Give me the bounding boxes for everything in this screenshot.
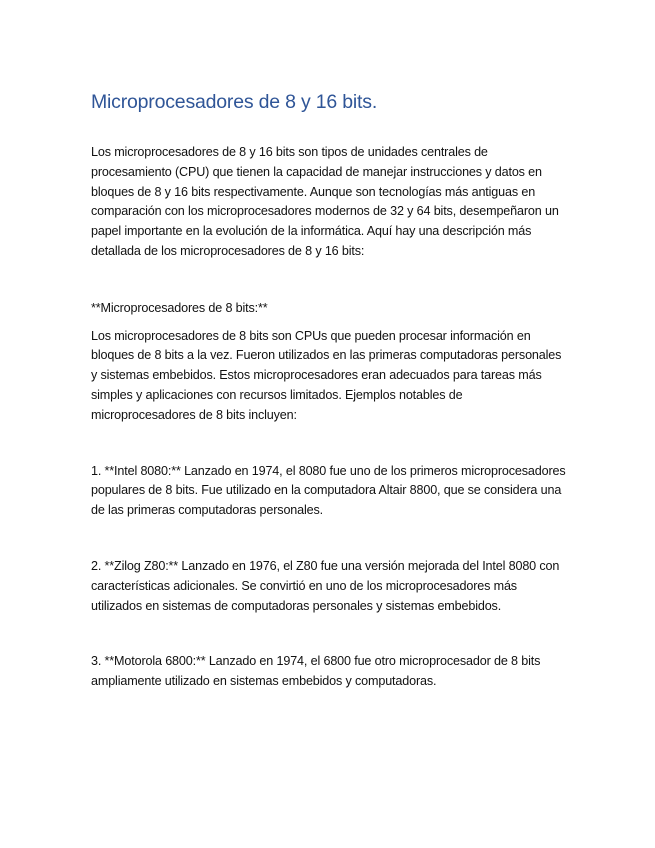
document-content: [91, 88, 566, 692]
section-heading: **Microprocesadores de 8 bits:**: [91, 300, 268, 315]
list-item-intel-8080: 1. **Intel 8080:** Lanzado en 1974, el 8080 fue uno de los primeros microprocesadores populares de 8 bits. Fue utilizado en la computadora Altair 8800, que se considera una de las primeras computadoras personales.: [91, 463, 566, 518]
list-item-zilog-z80: 2. **Zilog Z80:** Lanzado en 1976, el Z80 fue una versión mejorada del Intel 8080 con características adicionales. Se convirtió en uno de los microprocesadores más utilizados en sistemas de computadoras personales y sistemas embebidos.: [91, 558, 560, 613]
list-item-motorola-6800: 3. **Motorola 6800:** Lanzado en 1974, el 6800 fue otro microprocesador de 8 bits ampliamente utilizado en sistemas embebidos y computadoras.: [91, 654, 541, 689]
spacer: [91, 319, 566, 327]
document-title: Microprocesadores de 8 y 16 bits.: [91, 91, 378, 113]
spacer: [91, 616, 566, 652]
section-body-paragraph: Los microprocesadores de 8 bits son CPUs que pueden procesar información en bloques de 8 bits a la vez. Fueron utilizados en las primeras computadoras personales y sistemas embebidos. Estos microprocesadores eran adecuados para tareas más simples y aplicaciones con recursos limitados. Ejemplos notables de microprocesadores de 8 bits incluyen:: [91, 328, 562, 422]
spacer: [91, 426, 566, 462]
spacer: [91, 262, 566, 299]
intro-paragraph: Los microprocesadores de 8 y 16 bits son tipos de unidades centrales de procesamiento (CPU) que tienen la capacidad de manejar instrucciones y datos en bloques de 8 y 16 bits respectivamente. Aunque son tecnologías más antiguas en comparación con los microprocesadores modernos de 32 y 64 bits, desempeñaron un papel importante en la evolución de la informática. Aquí hay una descripción más detallada de los microprocesadores de 8 y 16 bits:: [91, 145, 559, 258]
spacer: [91, 521, 566, 557]
